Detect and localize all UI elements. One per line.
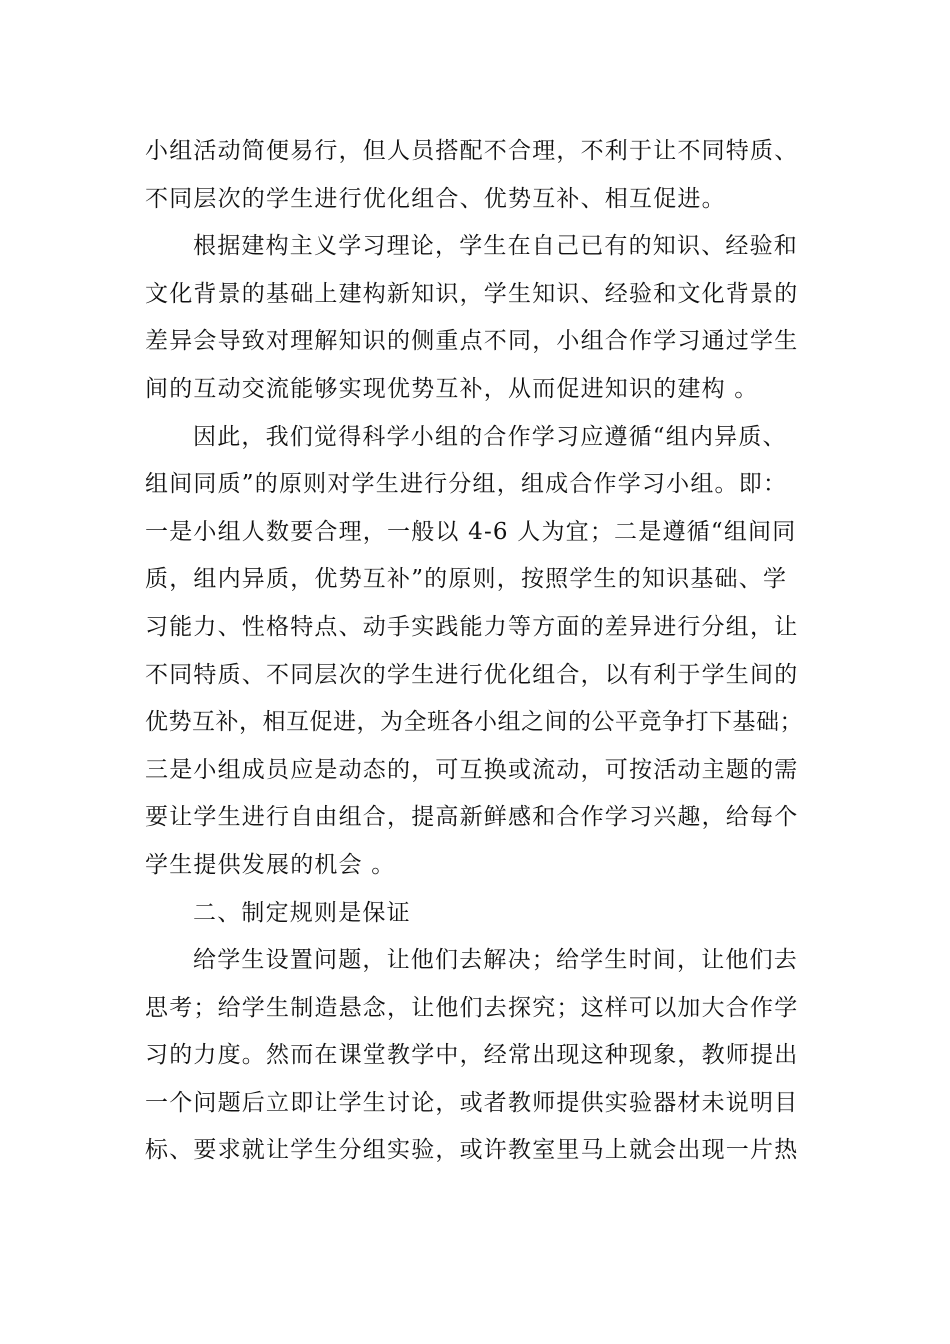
text-line: 一是小组人数要合理，一般以 4-6 人为宜；二是遵循“组间同	[145, 518, 797, 545]
text-line: 要让学生进行自由组合，提高新鲜感和合作学习兴趣，给每个	[145, 804, 799, 831]
text-line: 不同特质、不同层次的学生进行优化组合，以有利于学生间的	[145, 661, 799, 688]
text-line: 根据建构主义学习理论，学生在自己已有的知识、经验和	[193, 233, 798, 260]
text-line: 间的互动交流能够实现优势互补，从而促进知识的建构 。	[145, 375, 759, 402]
text-line: 一个问题后立即让学生讨论，或者教师提供实验器材未说明目	[145, 1089, 799, 1116]
text-line: 习的力度。然而在课堂教学中，经常出现这种现象，教师提出	[145, 1042, 799, 1069]
text-line: 小组活动简便易行，但人员搭配不合理，不利于让不同特质、	[145, 138, 799, 164]
text-line: 因此，我们觉得科学小组的合作学习应遵循“组内异质、	[193, 423, 787, 450]
text-line: 不同层次的学生进行优化组合、优势互补、相互促进。	[145, 185, 726, 212]
text-line: 差异会导致对理解知识的侧重点不同，小组合作学习通过学生	[145, 328, 799, 355]
text-line: 标、要求就让学生分组实验，或许教室里马上就会出现一片热	[145, 1137, 799, 1164]
text-line: 习能力、性格特点、动手实践能力等方面的差异进行分组，让	[145, 613, 799, 640]
body-text	[145, 128, 805, 1175]
text-line: 组间同质”的原则对学生进行分组，组成合作学习小组。即：	[145, 471, 788, 498]
text-line: 文化背景的基础上建构新知识，学生知识、经验和文化背景的	[145, 280, 799, 307]
text-line: 学生提供发展的机会 。	[145, 851, 396, 878]
text-line: 优势互补，相互促进，为全班各小组之间的公平竞争打下基础；	[145, 709, 803, 736]
text-line: 三是小组成员应是动态的，可互换或流动，可按活动主题的需	[145, 756, 799, 783]
text-line: 思考；给学生制造悬念，让他们去探究；这样可以加大合作学	[145, 994, 799, 1021]
text-line: 给学生设置问题，让他们去解决；给学生时间，让他们去	[193, 947, 798, 974]
text-line: 质，组内异质，优势互补”的原则，按照学生的知识基础、学	[145, 566, 788, 593]
text-line: 二、制定规则是保证	[193, 899, 411, 926]
